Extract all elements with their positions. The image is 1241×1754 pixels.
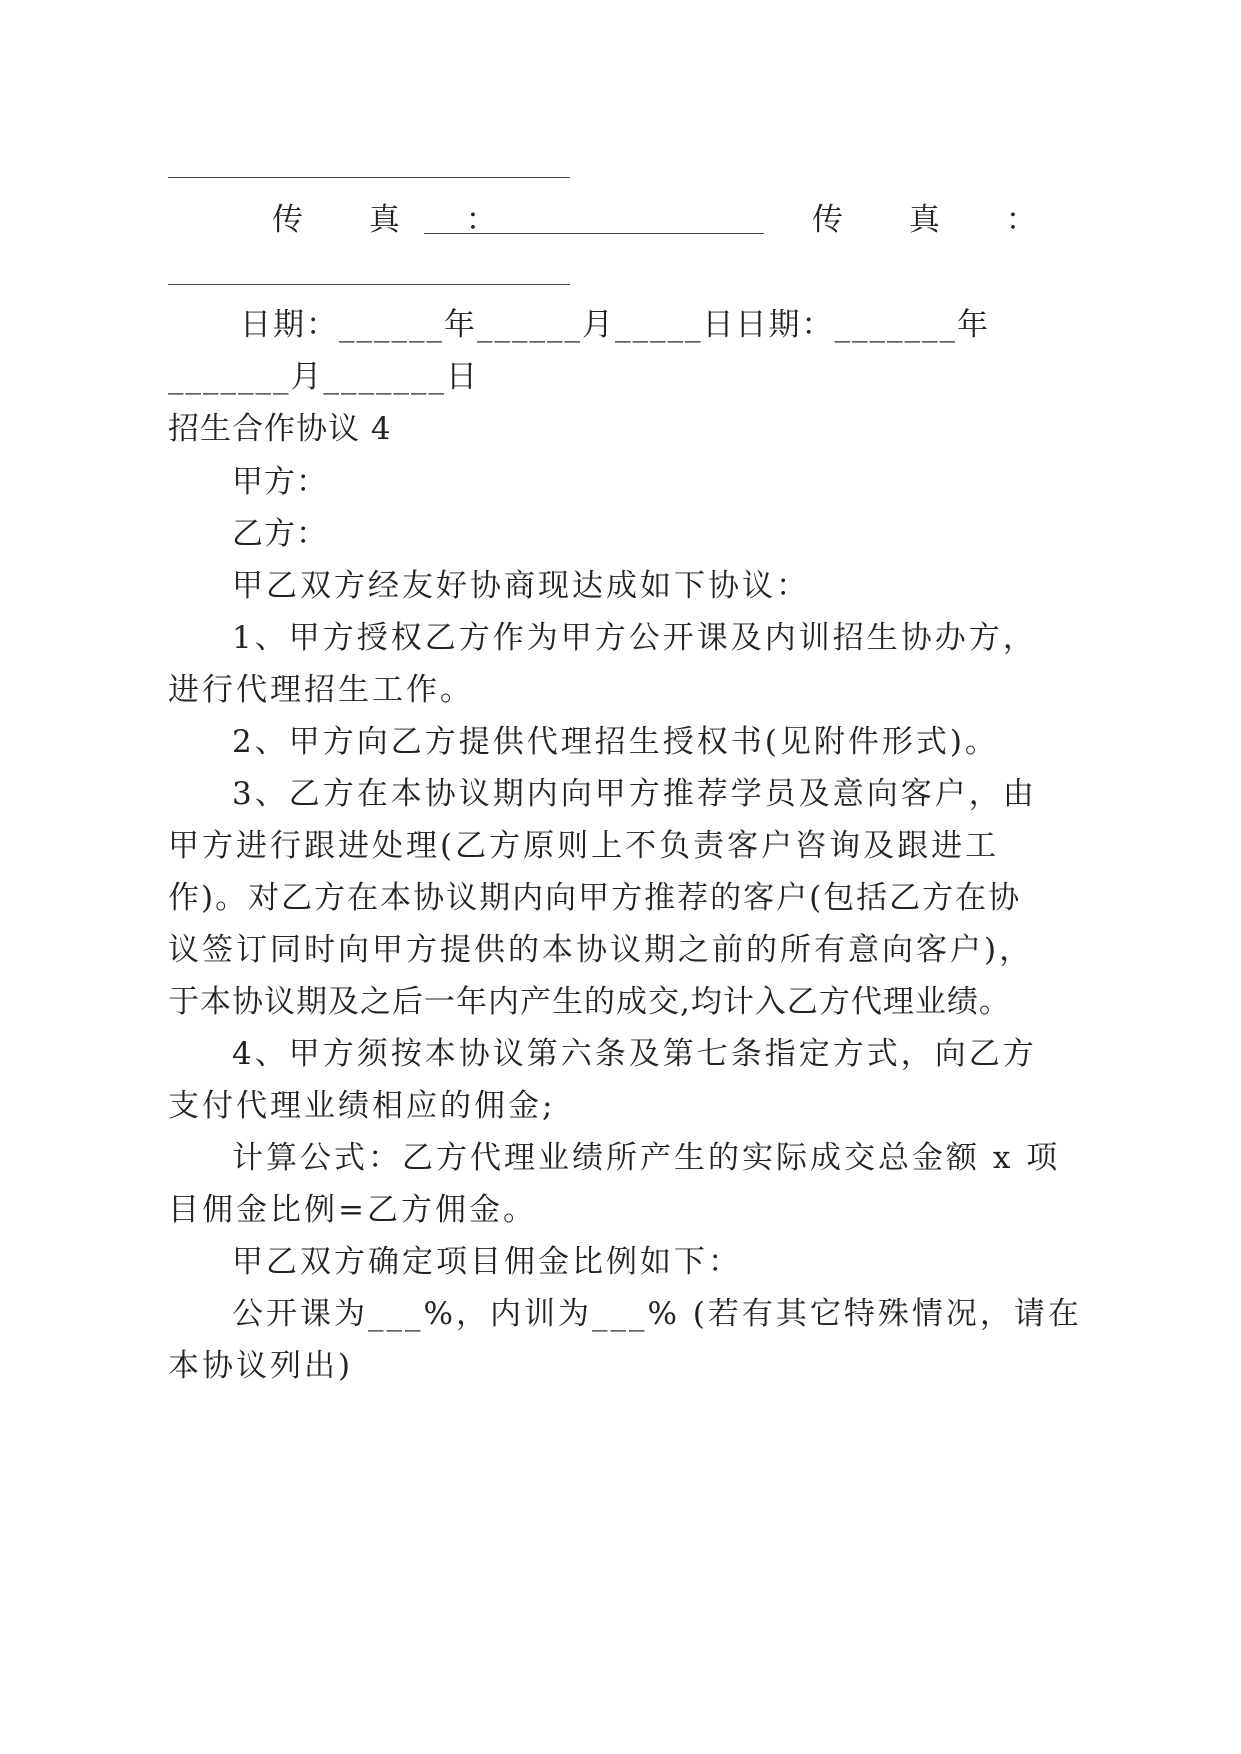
clause1-line1: 1、甲方授权乙方作为甲方公开课及内训招生协办方， — [232, 620, 1037, 656]
fax-right-label — [812, 200, 1065, 240]
party-a: 甲方： — [232, 464, 328, 500]
ratio-intro: 甲乙双方确定项目佣金比例如下： — [232, 1244, 742, 1280]
blank-line-top — [168, 177, 570, 178]
formula-line1: 计算公式：乙方代理业绩所产生的实际成交总金额 x 项 — [232, 1140, 1061, 1176]
clause4-line2: 支付代理业绩相应的佣金; — [168, 1088, 556, 1124]
party-b: 乙方： — [232, 516, 328, 552]
fax-right-label-text: 传 真 ： — [812, 202, 1065, 238]
clause2: 2、甲方向乙方提供代理招生授权书(见附件形式)。 — [232, 724, 999, 760]
clause3-line1: 3、乙方在本协议期内向甲方推荐学员及意向客户，由 — [232, 776, 1037, 812]
formula-line2: 目佣金比例=乙方佣金。 — [168, 1192, 537, 1228]
clause3-line2: 甲方进行跟进处理(乙方原则上不负责客户咨询及跟进工 — [168, 828, 1000, 864]
ratio-line2: 本协议列出) — [168, 1348, 354, 1384]
clause3-line3: 作)。对乙方在本协议期内向甲方推荐的客户(包括乙方在协 — [168, 880, 1022, 916]
intro-paragraph: 甲乙双方经友好协商现达成如下协议： — [232, 568, 810, 604]
fax-left-label — [272, 200, 525, 240]
clause1-line2: 进行代理招生工作。 — [168, 672, 474, 708]
fax-left-blank — [424, 233, 764, 234]
fax-left-label-text: 传 真 ： — [272, 202, 525, 238]
date-line-2: _______月_______日 — [168, 359, 479, 395]
clause3-line5: 于本协议期及之后一年内产生的成交,均计入乙方代理业绩。 — [168, 984, 1011, 1020]
fax-right-blank — [168, 284, 570, 285]
section-title: 招生合作协议 4 — [168, 411, 392, 447]
ratio-line1: 公开课为___%，内训为___% (若有其它特殊情况，请在 — [232, 1296, 1082, 1332]
date-line-1: 日期：______年______月_____日日期：_______年 — [240, 307, 990, 343]
clause3-line4: 议签订同时向甲方提供的本协议期之前的所有意向客户)， — [168, 932, 1034, 968]
clause4-line1: 4、甲方须按本协议第六条及第七条指定方式，向乙方 — [232, 1036, 1037, 1072]
